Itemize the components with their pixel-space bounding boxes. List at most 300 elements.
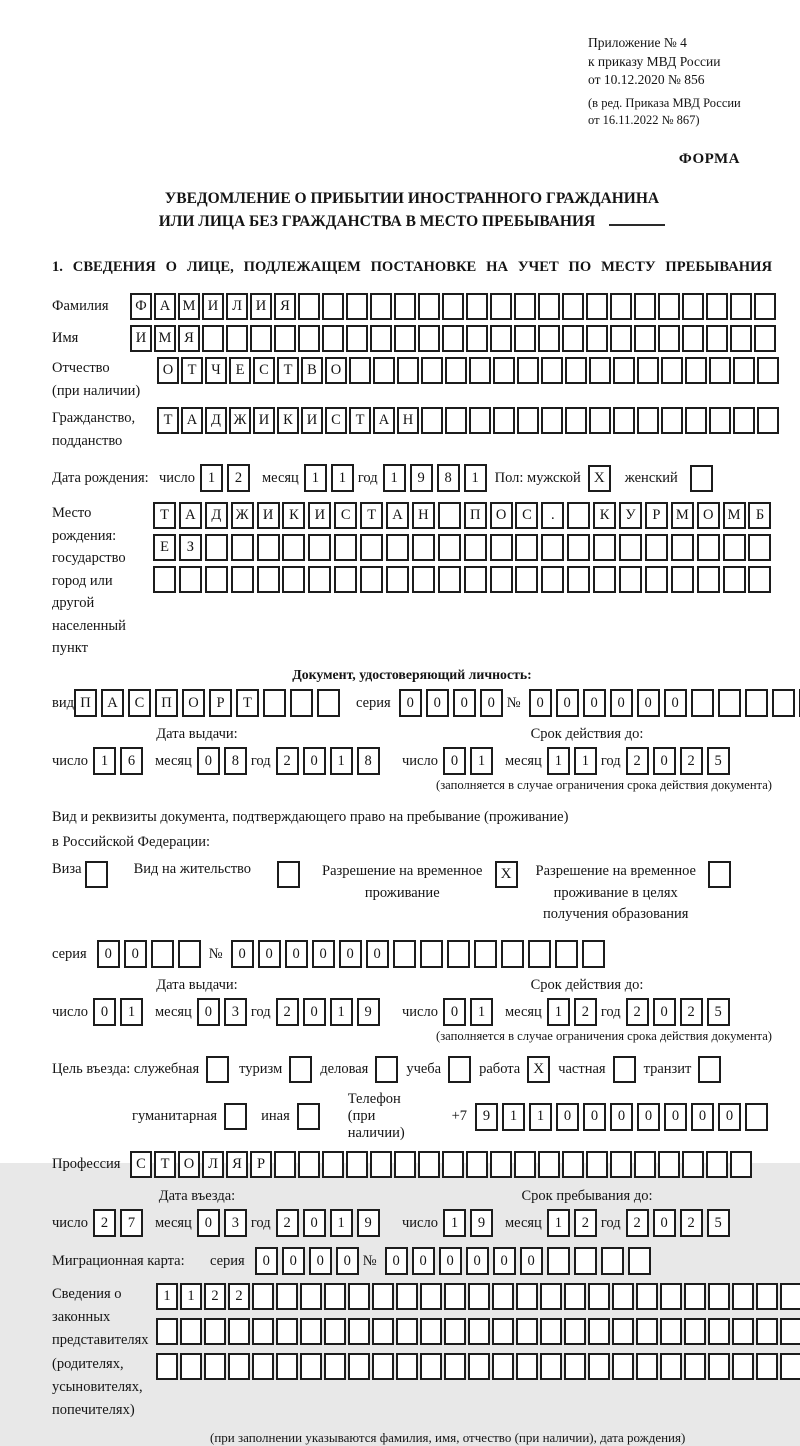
char-cell[interactable]: С <box>128 689 151 717</box>
birth-month-cells[interactable] <box>304 464 358 492</box>
char-cell[interactable]: 0 <box>691 1103 714 1131</box>
char-cell[interactable]: П <box>464 502 487 529</box>
char-cell[interactable]: П <box>74 689 97 717</box>
char-cell[interactable]: А <box>386 502 409 529</box>
char-cell[interactable]: С <box>253 357 275 384</box>
char-cell[interactable] <box>555 940 578 968</box>
char-cell[interactable]: 0 <box>443 998 466 1026</box>
char-cell[interactable] <box>685 407 707 434</box>
char-cell[interactable] <box>252 1318 274 1345</box>
char-cell[interactable] <box>274 325 296 352</box>
char-cell[interactable]: И <box>250 293 272 320</box>
char-cell[interactable] <box>250 325 272 352</box>
char-cell[interactable] <box>334 534 357 561</box>
char-cell[interactable] <box>180 1353 202 1380</box>
char-cell[interactable] <box>396 1283 418 1310</box>
char-cell[interactable]: 1 <box>200 464 223 492</box>
char-cell[interactable] <box>444 1353 466 1380</box>
char-cell[interactable]: 3 <box>224 998 247 1026</box>
char-cell[interactable]: К <box>593 502 616 529</box>
char-cell[interactable] <box>588 1283 610 1310</box>
char-cell[interactable]: 1 <box>470 998 493 1026</box>
char-cell[interactable]: 0 <box>312 940 335 968</box>
name-grid[interactable] <box>130 325 778 352</box>
char-cell[interactable]: 2 <box>680 998 703 1026</box>
char-cell[interactable]: 1 <box>331 464 354 492</box>
char-cell[interactable] <box>490 1151 512 1178</box>
char-cell[interactable]: 0 <box>97 940 120 968</box>
char-cell[interactable]: Ж <box>229 407 251 434</box>
char-cell[interactable]: З <box>179 534 202 561</box>
sex-female-checkbox[interactable] <box>690 465 713 492</box>
char-cell[interactable]: 2 <box>680 1209 703 1237</box>
char-cell[interactable] <box>564 1283 586 1310</box>
char-cell[interactable]: А <box>154 293 176 320</box>
purpose-humanitarian-checkbox[interactable] <box>224 1103 247 1130</box>
char-cell[interactable] <box>346 325 368 352</box>
char-cell[interactable] <box>562 293 584 320</box>
char-cell[interactable]: Б <box>748 502 771 529</box>
char-cell[interactable]: 9 <box>410 464 433 492</box>
char-cell[interactable] <box>492 1318 514 1345</box>
char-cell[interactable] <box>444 1318 466 1345</box>
char-cell[interactable]: О <box>182 689 205 717</box>
char-cell[interactable]: 0 <box>231 940 254 968</box>
char-cell[interactable] <box>346 1151 368 1178</box>
char-cell[interactable]: 0 <box>466 1247 489 1275</box>
purpose-private-checkbox[interactable] <box>613 1056 636 1083</box>
char-cell[interactable] <box>490 534 513 561</box>
char-cell[interactable]: 2 <box>680 747 703 775</box>
char-cell[interactable]: 1 <box>470 747 493 775</box>
char-cell[interactable]: 0 <box>399 689 422 717</box>
char-cell[interactable]: 2 <box>93 1209 116 1237</box>
char-cell[interactable]: 0 <box>443 747 466 775</box>
char-cell[interactable] <box>709 357 731 384</box>
char-cell[interactable] <box>780 1318 800 1345</box>
char-cell[interactable]: Н <box>412 502 435 529</box>
char-cell[interactable] <box>300 1283 322 1310</box>
char-cell[interactable]: У <box>619 502 642 529</box>
char-cell[interactable] <box>178 940 201 968</box>
char-cell[interactable] <box>469 357 491 384</box>
char-cell[interactable] <box>276 1283 298 1310</box>
char-cell[interactable]: 0 <box>439 1247 462 1275</box>
char-cell[interactable] <box>324 1353 346 1380</box>
char-cell[interactable] <box>490 566 513 593</box>
char-cell[interactable] <box>228 1318 250 1345</box>
char-cell[interactable] <box>420 1283 442 1310</box>
char-cell[interactable]: 0 <box>412 1247 435 1275</box>
char-cell[interactable] <box>732 1318 754 1345</box>
char-cell[interactable] <box>438 566 461 593</box>
char-cell[interactable] <box>348 1283 370 1310</box>
char-cell[interactable]: И <box>130 325 152 352</box>
char-cell[interactable] <box>474 940 497 968</box>
char-cell[interactable]: 0 <box>339 940 362 968</box>
char-cell[interactable] <box>757 407 779 434</box>
identity-valid-year[interactable] <box>626 747 734 775</box>
char-cell[interactable]: Т <box>349 407 371 434</box>
char-cell[interactable] <box>660 1283 682 1310</box>
char-cell[interactable]: А <box>179 502 202 529</box>
char-cell[interactable] <box>708 1283 730 1310</box>
char-cell[interactable]: Ж <box>231 502 254 529</box>
char-cell[interactable] <box>322 293 344 320</box>
char-cell[interactable] <box>202 325 224 352</box>
char-cell[interactable]: 1 <box>547 1209 570 1237</box>
char-cell[interactable] <box>370 293 392 320</box>
stay-month-cells[interactable] <box>547 1209 601 1237</box>
entry-month-cells[interactable] <box>197 1209 251 1237</box>
char-cell[interactable] <box>538 325 560 352</box>
stay-year-cells[interactable] <box>626 1209 734 1237</box>
patronymic-grid[interactable] <box>157 357 781 384</box>
visa-checkbox[interactable] <box>85 861 108 888</box>
char-cell[interactable] <box>396 1353 418 1380</box>
char-cell[interactable] <box>322 325 344 352</box>
char-cell[interactable]: 0 <box>303 747 326 775</box>
char-cell[interactable] <box>252 1353 274 1380</box>
char-cell[interactable]: Я <box>178 325 200 352</box>
char-cell[interactable] <box>396 1318 418 1345</box>
char-cell[interactable] <box>420 1318 442 1345</box>
char-cell[interactable] <box>564 1318 586 1345</box>
char-cell[interactable] <box>706 1151 728 1178</box>
char-cell[interactable] <box>372 1283 394 1310</box>
char-cell[interactable]: 8 <box>357 747 380 775</box>
identity-valid-month[interactable] <box>547 747 601 775</box>
char-cell[interactable] <box>501 940 524 968</box>
char-cell[interactable] <box>438 502 461 529</box>
profession-grid[interactable] <box>130 1151 754 1178</box>
char-cell[interactable]: 0 <box>309 1247 332 1275</box>
char-cell[interactable]: Я <box>226 1151 248 1178</box>
char-cell[interactable] <box>412 534 435 561</box>
char-cell[interactable]: 2 <box>626 998 649 1026</box>
char-cell[interactable] <box>660 1353 682 1380</box>
char-cell[interactable] <box>567 502 590 529</box>
residence-valid-month[interactable] <box>547 998 601 1026</box>
identity-series-cells[interactable] <box>399 689 507 717</box>
char-cell[interactable]: 9 <box>475 1103 498 1131</box>
representatives-grid-row3[interactable] <box>156 1353 800 1380</box>
identity-kind-grid[interactable] <box>74 689 344 717</box>
char-cell[interactable] <box>682 293 704 320</box>
representatives-grid-row1[interactable] <box>156 1283 800 1310</box>
stay-day-cells[interactable] <box>443 1209 497 1237</box>
char-cell[interactable] <box>493 357 515 384</box>
char-cell[interactable] <box>754 293 776 320</box>
char-cell[interactable]: В <box>301 357 323 384</box>
char-cell[interactable] <box>386 534 409 561</box>
char-cell[interactable]: 0 <box>258 940 281 968</box>
char-cell[interactable] <box>386 566 409 593</box>
char-cell[interactable] <box>636 1353 658 1380</box>
char-cell[interactable] <box>317 689 340 717</box>
citizenship-grid[interactable] <box>157 407 781 434</box>
char-cell[interactable] <box>628 1247 651 1275</box>
char-cell[interactable] <box>610 325 632 352</box>
char-cell[interactable]: 2 <box>276 998 299 1026</box>
char-cell[interactable]: 1 <box>383 464 406 492</box>
migration-number-cells[interactable] <box>385 1247 655 1275</box>
char-cell[interactable]: И <box>301 407 323 434</box>
char-cell[interactable] <box>468 1283 490 1310</box>
identity-valid-day[interactable] <box>443 747 497 775</box>
char-cell[interactable] <box>541 566 564 593</box>
char-cell[interactable] <box>282 534 305 561</box>
char-cell[interactable] <box>442 1151 464 1178</box>
char-cell[interactable] <box>697 534 720 561</box>
char-cell[interactable] <box>588 1353 610 1380</box>
residence-issue-year[interactable] <box>276 998 384 1026</box>
char-cell[interactable] <box>723 566 746 593</box>
char-cell[interactable] <box>360 534 383 561</box>
char-cell[interactable] <box>636 1283 658 1310</box>
char-cell[interactable] <box>733 357 755 384</box>
char-cell[interactable]: С <box>334 502 357 529</box>
char-cell[interactable]: 2 <box>276 747 299 775</box>
char-cell[interactable]: Л <box>226 293 248 320</box>
char-cell[interactable]: М <box>154 325 176 352</box>
char-cell[interactable] <box>691 689 714 717</box>
char-cell[interactable]: 0 <box>493 1247 516 1275</box>
char-cell[interactable] <box>252 1283 274 1310</box>
char-cell[interactable] <box>613 407 635 434</box>
char-cell[interactable]: 1 <box>574 747 597 775</box>
char-cell[interactable]: 1 <box>330 747 353 775</box>
char-cell[interactable]: 0 <box>637 1103 660 1131</box>
char-cell[interactable]: К <box>282 502 305 529</box>
char-cell[interactable] <box>748 566 771 593</box>
char-cell[interactable]: 2 <box>574 998 597 1026</box>
char-cell[interactable]: 0 <box>664 1103 687 1131</box>
char-cell[interactable] <box>348 1318 370 1345</box>
char-cell[interactable] <box>658 325 680 352</box>
char-cell[interactable] <box>685 357 707 384</box>
char-cell[interactable] <box>586 325 608 352</box>
char-cell[interactable] <box>492 1283 514 1310</box>
char-cell[interactable] <box>684 1318 706 1345</box>
char-cell[interactable] <box>748 534 771 561</box>
char-cell[interactable] <box>466 293 488 320</box>
char-cell[interactable]: 0 <box>366 940 389 968</box>
char-cell[interactable] <box>394 1151 416 1178</box>
char-cell[interactable]: 1 <box>93 747 116 775</box>
char-cell[interactable] <box>412 566 435 593</box>
char-cell[interactable] <box>257 534 280 561</box>
char-cell[interactable] <box>593 534 616 561</box>
char-cell[interactable] <box>308 534 331 561</box>
char-cell[interactable] <box>612 1353 634 1380</box>
char-cell[interactable] <box>420 940 443 968</box>
char-cell[interactable]: С <box>515 502 538 529</box>
char-cell[interactable]: 1 <box>304 464 327 492</box>
char-cell[interactable]: И <box>308 502 331 529</box>
char-cell[interactable] <box>226 325 248 352</box>
char-cell[interactable] <box>153 566 176 593</box>
char-cell[interactable] <box>349 357 371 384</box>
char-cell[interactable] <box>298 1151 320 1178</box>
char-cell[interactable] <box>540 1283 562 1310</box>
char-cell[interactable]: 2 <box>276 1209 299 1237</box>
char-cell[interactable] <box>540 1353 562 1380</box>
char-cell[interactable] <box>420 1353 442 1380</box>
char-cell[interactable] <box>660 1318 682 1345</box>
char-cell[interactable] <box>464 534 487 561</box>
char-cell[interactable] <box>421 357 443 384</box>
char-cell[interactable]: 1 <box>156 1283 178 1310</box>
char-cell[interactable] <box>348 1353 370 1380</box>
char-cell[interactable]: 0 <box>197 747 220 775</box>
char-cell[interactable]: О <box>178 1151 200 1178</box>
char-cell[interactable] <box>582 940 605 968</box>
char-cell[interactable] <box>397 357 419 384</box>
char-cell[interactable] <box>469 407 491 434</box>
char-cell[interactable]: 8 <box>437 464 460 492</box>
char-cell[interactable]: 0 <box>556 689 579 717</box>
residence-series-cells[interactable] <box>97 940 205 968</box>
char-cell[interactable]: Т <box>154 1151 176 1178</box>
char-cell[interactable] <box>586 1151 608 1178</box>
char-cell[interactable] <box>290 689 313 717</box>
char-cell[interactable] <box>517 407 539 434</box>
char-cell[interactable]: 0 <box>124 940 147 968</box>
char-cell[interactable] <box>619 566 642 593</box>
char-cell[interactable] <box>612 1283 634 1310</box>
char-cell[interactable]: Ч <box>205 357 227 384</box>
char-cell[interactable] <box>468 1318 490 1345</box>
birth-year-cells[interactable] <box>383 464 491 492</box>
char-cell[interactable] <box>515 566 538 593</box>
char-cell[interactable] <box>300 1353 322 1380</box>
char-cell[interactable] <box>567 534 590 561</box>
char-cell[interactable] <box>322 1151 344 1178</box>
char-cell[interactable]: 5 <box>707 998 730 1026</box>
char-cell[interactable] <box>540 1318 562 1345</box>
char-cell[interactable]: 0 <box>664 689 687 717</box>
char-cell[interactable]: П <box>155 689 178 717</box>
char-cell[interactable] <box>372 1353 394 1380</box>
residence-permit-checkbox[interactable] <box>277 861 300 888</box>
char-cell[interactable]: 0 <box>583 689 606 717</box>
char-cell[interactable] <box>514 293 536 320</box>
char-cell[interactable]: 0 <box>336 1247 359 1275</box>
char-cell[interactable]: М <box>178 293 200 320</box>
char-cell[interactable]: 1 <box>547 747 570 775</box>
char-cell[interactable]: Т <box>360 502 383 529</box>
char-cell[interactable] <box>464 566 487 593</box>
char-cell[interactable] <box>745 1103 768 1131</box>
char-cell[interactable] <box>308 566 331 593</box>
char-cell[interactable] <box>706 293 728 320</box>
char-cell[interactable] <box>780 1353 800 1380</box>
char-cell[interactable] <box>684 1283 706 1310</box>
char-cell[interactable]: М <box>723 502 746 529</box>
char-cell[interactable]: 2 <box>626 1209 649 1237</box>
char-cell[interactable] <box>346 293 368 320</box>
char-cell[interactable] <box>708 1318 730 1345</box>
char-cell[interactable]: 0 <box>653 747 676 775</box>
char-cell[interactable] <box>547 1247 570 1275</box>
char-cell[interactable]: 1 <box>502 1103 525 1131</box>
char-cell[interactable] <box>706 325 728 352</box>
char-cell[interactable] <box>613 357 635 384</box>
char-cell[interactable] <box>723 534 746 561</box>
char-cell[interactable]: 0 <box>303 1209 326 1237</box>
char-cell[interactable] <box>257 566 280 593</box>
char-cell[interactable]: 0 <box>255 1247 278 1275</box>
char-cell[interactable]: А <box>373 407 395 434</box>
char-cell[interactable] <box>156 1353 178 1380</box>
char-cell[interactable] <box>276 1353 298 1380</box>
char-cell[interactable]: 0 <box>556 1103 579 1131</box>
char-cell[interactable] <box>393 940 416 968</box>
char-cell[interactable]: 9 <box>357 998 380 1026</box>
char-cell[interactable] <box>205 534 228 561</box>
char-cell[interactable] <box>562 1151 584 1178</box>
char-cell[interactable]: О <box>490 502 513 529</box>
char-cell[interactable]: 6 <box>120 747 143 775</box>
char-cell[interactable] <box>517 357 539 384</box>
char-cell[interactable]: 1 <box>330 1209 353 1237</box>
char-cell[interactable]: 1 <box>180 1283 202 1310</box>
char-cell[interactable]: О <box>325 357 347 384</box>
char-cell[interactable] <box>730 293 752 320</box>
sex-male-checkbox[interactable]: X <box>588 465 611 492</box>
char-cell[interactable] <box>619 534 642 561</box>
char-cell[interactable]: 5 <box>707 747 730 775</box>
char-cell[interactable] <box>564 1353 586 1380</box>
char-cell[interactable] <box>421 407 443 434</box>
char-cell[interactable] <box>394 293 416 320</box>
char-cell[interactable] <box>541 407 563 434</box>
char-cell[interactable] <box>231 534 254 561</box>
char-cell[interactable] <box>205 566 228 593</box>
char-cell[interactable]: 0 <box>610 689 633 717</box>
char-cell[interactable]: 2 <box>204 1283 226 1310</box>
char-cell[interactable] <box>593 566 616 593</box>
char-cell[interactable]: 1 <box>330 998 353 1026</box>
birth-place-grid-row2[interactable] <box>153 534 774 561</box>
char-cell[interactable] <box>263 689 286 717</box>
char-cell[interactable]: М <box>671 502 694 529</box>
char-cell[interactable] <box>468 1353 490 1380</box>
char-cell[interactable]: А <box>101 689 124 717</box>
char-cell[interactable] <box>538 1151 560 1178</box>
char-cell[interactable] <box>610 1151 632 1178</box>
char-cell[interactable]: 0 <box>426 689 449 717</box>
char-cell[interactable] <box>538 293 560 320</box>
residence-issue-day[interactable] <box>93 998 147 1026</box>
char-cell[interactable] <box>438 534 461 561</box>
purpose-business-checkbox[interactable] <box>375 1056 398 1083</box>
identity-issue-year[interactable] <box>276 747 384 775</box>
char-cell[interactable] <box>697 566 720 593</box>
char-cell[interactable] <box>490 293 512 320</box>
char-cell[interactable] <box>658 1151 680 1178</box>
char-cell[interactable] <box>300 1318 322 1345</box>
purpose-work-checkbox[interactable]: X <box>527 1056 550 1083</box>
char-cell[interactable] <box>601 1247 624 1275</box>
char-cell[interactable] <box>637 357 659 384</box>
char-cell[interactable] <box>732 1283 754 1310</box>
identity-issue-day[interactable] <box>93 747 147 775</box>
char-cell[interactable] <box>610 293 632 320</box>
char-cell[interactable] <box>418 1151 440 1178</box>
char-cell[interactable]: 0 <box>653 1209 676 1237</box>
